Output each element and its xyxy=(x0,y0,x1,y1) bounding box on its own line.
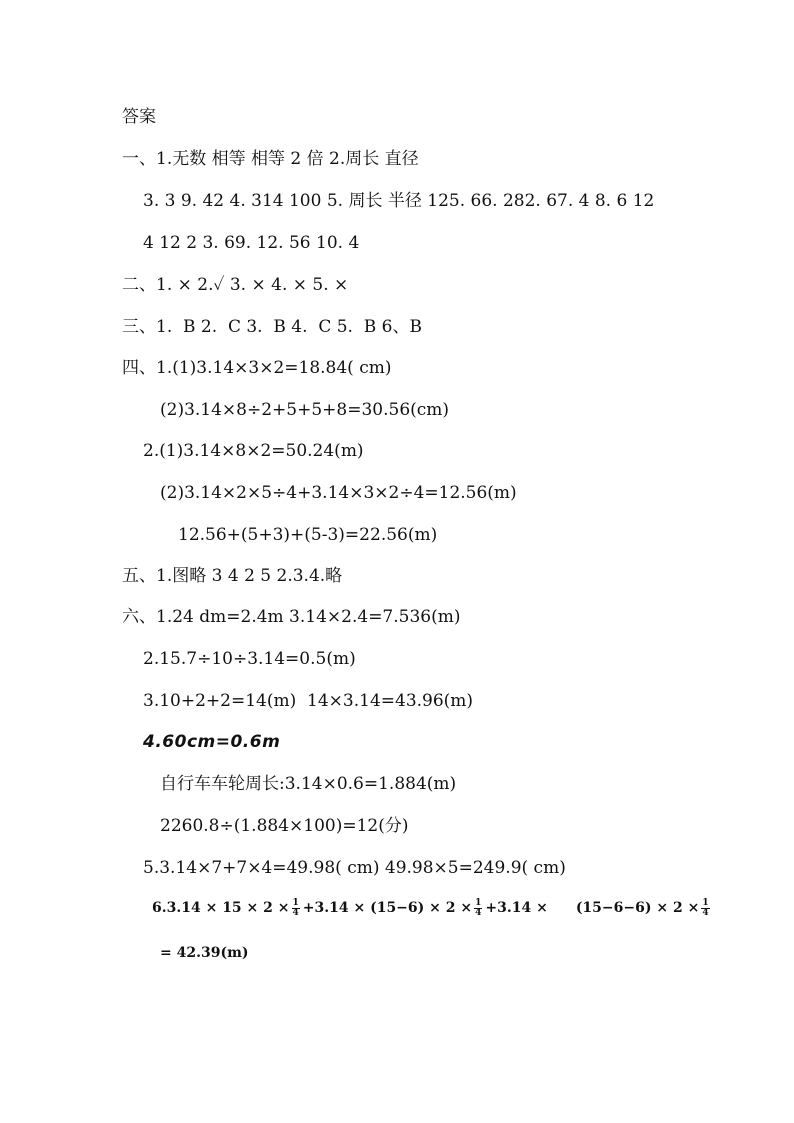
answer-line-2: 3. 3 9. 42 4. 314 100 5. 周长 半径 125. 66. 282. 67. 4 8. 6 12 xyxy=(143,191,655,211)
page-title: 答案 xyxy=(122,107,156,127)
formula-result: = 42.39(m) xyxy=(160,945,249,961)
formula-line-6 xyxy=(152,897,713,919)
answer-line-6: 四、1.(1)3.14×3×2=18.84( cm) xyxy=(122,358,392,378)
answer-line-5: 三、1. B 2. C 3. B 4. C 5. B 6、B xyxy=(122,317,422,337)
answer-line-14: 3.10+2+2=14(m) 14×3.14=43.96(m) xyxy=(143,691,474,711)
fraction-one-quarter: $\frac{1}{4}$ xyxy=(475,897,482,918)
answer-line-16: 自行车车轮周长:3.14×0.6=1.884(m) xyxy=(160,774,457,794)
answer-line-7: (2)3.14×8÷2+5+5+8=30.56(cm) xyxy=(160,400,450,420)
answer-line-8: 2.(1)3.14×8×2=50.24(m) xyxy=(143,441,364,461)
answer-line-12: 六、1.24 dm=2.4m 3.14×2.4=7.536(m) xyxy=(122,607,461,627)
answer-line-1: 一、1.无数 相等 相等 2 倍 2.周长 直径 xyxy=(122,149,419,169)
fraction-one-quarter: $\frac{1}{4}$ xyxy=(292,897,299,918)
answer-line-18: 5.3.14×7+7×4=49.98( cm) 49.98×5=249.9( cm) xyxy=(143,858,566,878)
answer-line-10: 12.56+(5+3)+(5-3)=22.56(m) xyxy=(178,525,438,545)
answer-line-15: 4.60cm=0.6m xyxy=(143,732,281,752)
answer-line-3: 4 12 2 3. 69. 12. 56 10. 4 xyxy=(143,233,360,253)
answer-line-9: (2)3.14×2×5÷4+3.14×3×2÷4=12.56(m) xyxy=(160,483,517,503)
formula-part-4: (15−6−6) × 2 × xyxy=(575,900,700,916)
formula-part-1: 6.3.14 × 15 × 2 × xyxy=(152,900,290,916)
formula-part-2: +3.14 × (15−6) × 2 × xyxy=(302,900,473,916)
answer-line-17: 2260.8÷(1.884×100)=12(分) xyxy=(160,816,409,836)
answer-line-4: 二、1. × 2.✓ 3. × 4. × 5. × xyxy=(122,275,349,295)
answer-line-13: 2.15.7÷10÷3.14=0.5(m) xyxy=(143,649,356,669)
answer-line-11: 五、1.图略 3 4 2 5 2.3.4.略 xyxy=(122,566,343,586)
fraction-one-quarter: $\frac{1}{4}$ xyxy=(702,897,709,918)
formula-part-3: +3.14 × xyxy=(485,900,548,916)
